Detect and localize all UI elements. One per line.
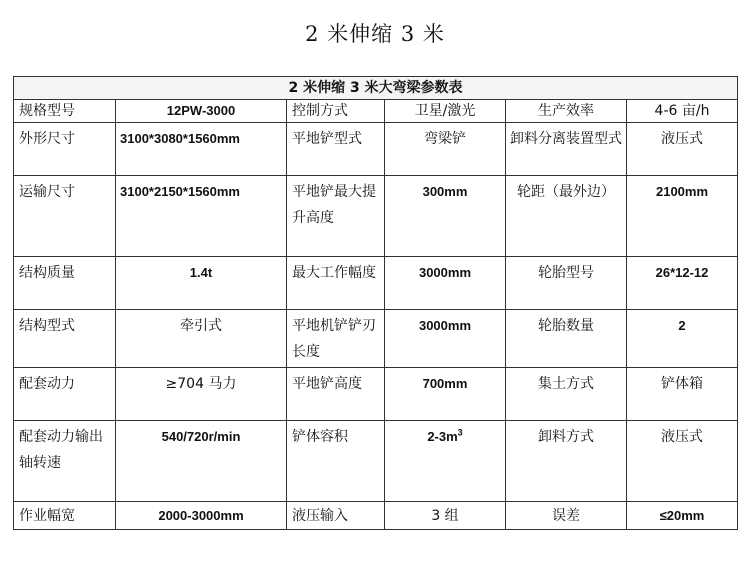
param-label: 运输尺寸	[14, 176, 116, 257]
param-label: 规格型号	[14, 100, 116, 123]
table-row	[14, 176, 738, 257]
param-value	[385, 421, 506, 502]
param-value: ≥704 马力	[116, 368, 287, 421]
param-value: 2	[627, 310, 738, 368]
param-label: 液压输入	[287, 502, 385, 530]
table-caption: 2 米伸缩 3 米大弯梁参数表	[14, 77, 738, 100]
table-row	[14, 100, 738, 123]
table-caption-row	[14, 77, 738, 100]
param-label: 轮胎型号	[506, 257, 627, 310]
param-label: 平地铲高度	[287, 368, 385, 421]
param-value: 2000-3000mm	[116, 502, 287, 530]
param-label: 集土方式	[506, 368, 627, 421]
param-label: 轮胎数量	[506, 310, 627, 368]
param-label: 配套动力输出轴转速	[14, 421, 116, 502]
param-value: 2100mm	[627, 176, 738, 257]
param-label: 外形尺寸	[14, 123, 116, 176]
param-value: 540/720r/min	[116, 421, 287, 502]
param-value: 弯梁铲	[385, 123, 506, 176]
param-value: 3000mm	[385, 257, 506, 310]
param-label: 控制方式	[287, 100, 385, 123]
volume-value: 2-3m	[427, 429, 458, 444]
param-label: 平地机铲铲刃长度	[287, 310, 385, 368]
param-value: 卫星/激光	[385, 100, 506, 123]
param-value: 3000mm	[385, 310, 506, 368]
param-label: 结构型式	[14, 310, 116, 368]
table-row	[14, 368, 738, 421]
table-row	[14, 502, 738, 530]
param-value: 液压式	[627, 421, 738, 502]
table-row	[14, 257, 738, 310]
param-label: 生产效率	[506, 100, 627, 123]
table-row	[14, 310, 738, 368]
param-value: ≤20mm	[627, 502, 738, 530]
param-value: 4-6 亩/h	[627, 100, 738, 123]
param-label: 卸料分离装置型式	[506, 123, 627, 176]
param-value: 牵引式	[116, 310, 287, 368]
param-value: 26*12-12	[627, 257, 738, 310]
param-value: 300mm	[385, 176, 506, 257]
param-label: 作业幅宽	[14, 502, 116, 530]
param-value: 12PW-3000	[116, 100, 287, 123]
param-label: 平地铲型式	[287, 123, 385, 176]
parameter-table	[13, 76, 738, 530]
param-value: 3100*3080*1560mm	[116, 123, 287, 176]
param-label: 铲体容积	[287, 421, 385, 502]
param-label: 误差	[506, 502, 627, 530]
param-label: 结构质量	[14, 257, 116, 310]
table-row	[14, 123, 738, 176]
param-label: 平地铲最大提升高度	[287, 176, 385, 257]
param-label: 卸料方式	[506, 421, 627, 502]
param-label: 轮距（最外边）	[506, 176, 627, 257]
param-label: 最大工作幅度	[287, 257, 385, 310]
param-value: 1.4t	[116, 257, 287, 310]
param-value: 3 组	[385, 502, 506, 530]
param-value: 700mm	[385, 368, 506, 421]
param-value: 铲体箱	[627, 368, 738, 421]
page-title: 2 米伸缩 3 米	[305, 22, 445, 46]
param-value: 液压式	[627, 123, 738, 176]
param-label: 配套动力	[14, 368, 116, 421]
param-value: 3100*2150*1560mm	[116, 176, 287, 257]
table-row	[14, 421, 738, 502]
volume-unit-superscript: 3	[457, 427, 463, 438]
